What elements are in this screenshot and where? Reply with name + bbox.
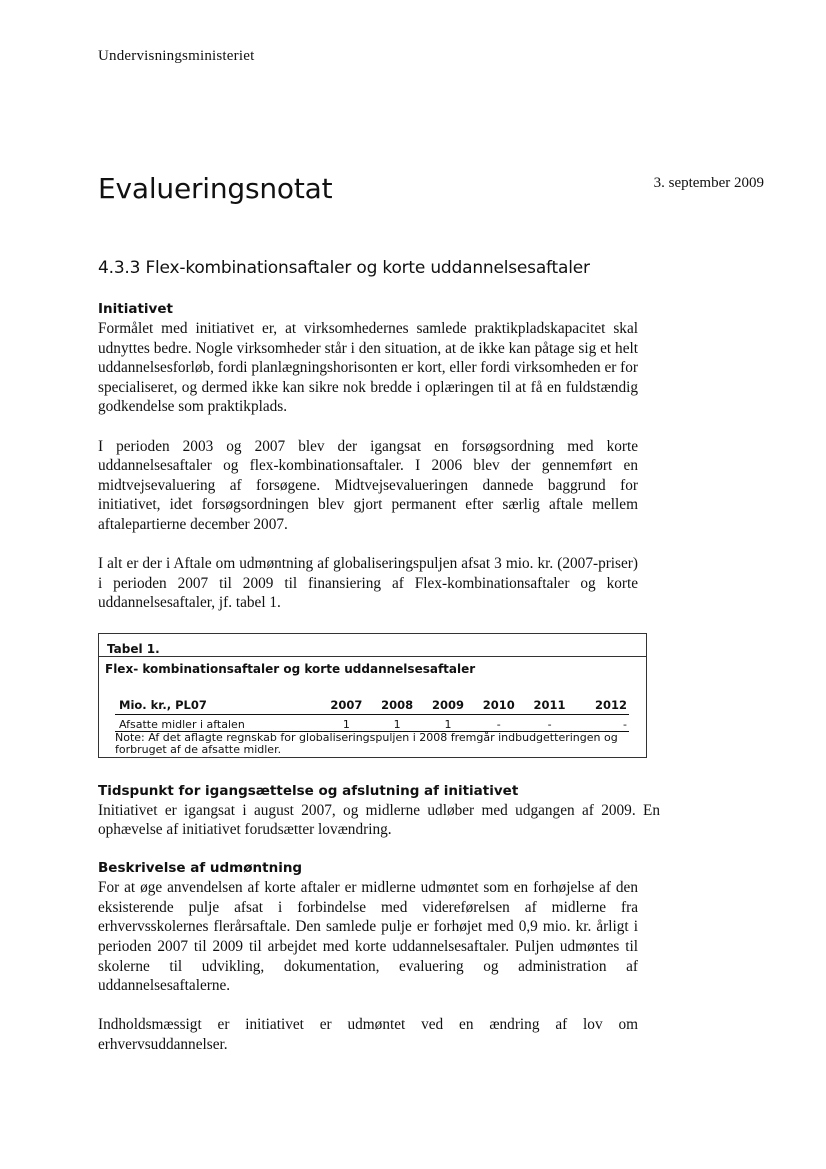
table-row bbox=[115, 714, 629, 731]
document-title: Evalueringsnotat bbox=[98, 172, 333, 205]
table-col-header: Mio. kr., PL07 bbox=[115, 698, 321, 715]
ministry-name: Undervisningsministeriet bbox=[98, 48, 255, 64]
initiativet-paragraph-2: I perioden 2003 og 2007 blev der igangsat en forsøgsordning med korte uddannelsesaftaler og flex-kombinationsaftaler. I 2006 blev der gennemført en midtvejsevaluering af forsøgene. Midtvejsevalueringen dannede baggrund for initiativet, idet forsøgsordningen blev gjort permanent efter særlig aftale mellem aftalepartierne december 2007. bbox=[98, 437, 638, 533]
tidspunkt-paragraph: Initiativet er igangsat i august 2007, og midlerne udløber med udgangen af 2009. En ophævelse af initiativet forudsætter lovændring. bbox=[98, 801, 660, 839]
beskrivelse-heading: Beskrivelse af udmøntning bbox=[98, 860, 303, 877]
initiativet-heading: Initiativet bbox=[98, 301, 173, 317]
beskrivelse-paragraph-1: For at øge anvendelsen af korte aftaler er midlerne udmøntet som en forhøjelse af den eksisterende pulje afsat i forbindelse med videreførelsen af midlerne fra erhvervsskolernes flerårsaftale. Den samlede pulje er forhøjet med 0,9 mio. kr. årligt i perioden 2007 til 2009 til arbejdet med korte uddannelsesaftaler. Puljen udmøntes til skolerne til udvikling, dokumentation, evaluering og administration af uddannelsesaftalerne. bbox=[98, 879, 638, 995]
table-grid bbox=[115, 698, 629, 732]
table-cell: 1 bbox=[372, 714, 423, 731]
table-label: Tabel 1. bbox=[99, 634, 646, 657]
beskrivelse-paragraph-2: Indholdsmæssigt er initiativet er udmøntet ved en ændring af lov om erhvervsuddannelser. bbox=[98, 1016, 638, 1054]
table-cell: - bbox=[524, 714, 575, 731]
initiativet-paragraph-1: Formålet med initiativet er, at virksomhedernes samlede praktikpladskapacitet skal udnyttes bedre. Nogle virksomheder står i den situation, at de ikke kan påtage sig et helt uddannelsesforløb, fordi planlægningshorisonten er kort, eller fordi virksomheden er for specialiseret, og dermed ikke kan sikre nok bredde i oplæringen til at få en fuldstændig godkendelse som praktikplads. bbox=[98, 320, 638, 416]
section-heading: 4.3.3 Flex-kombinationsaftaler og korte uddannelsesaftaler bbox=[98, 258, 590, 278]
table-year-header: 2011 bbox=[524, 698, 575, 715]
initiativet-paragraph-3: I alt er der i Aftale om udmøntning af globaliseringspuljen afsat 3 mio. kr. (2007-priser) i perioden 2007 til 2009 til finansiering af Flex-kombinationsaftaler og korte uddannelsesaftaler, jf. tabel 1. bbox=[98, 555, 638, 612]
tidspunkt-heading: Tidspunkt for igangsættelse og afslutning af initiativet bbox=[98, 782, 519, 799]
table-year-header: 2007 bbox=[321, 698, 372, 715]
table-cell: - bbox=[575, 714, 629, 731]
table-year-header: 2008 bbox=[372, 698, 423, 715]
table-cell: 1 bbox=[321, 714, 372, 731]
document-date: 3. september 2009 bbox=[653, 175, 764, 191]
table-cell: - bbox=[473, 714, 524, 731]
document-body bbox=[98, 258, 660, 1074]
table-cell: 1 bbox=[423, 714, 474, 731]
table-1 bbox=[98, 633, 647, 758]
table-title: Flex- kombinationsaftaler og korte uddannelsesaftaler bbox=[105, 661, 476, 676]
table-header-row bbox=[115, 698, 629, 715]
table-row-label: Afsatte midler i aftalen bbox=[115, 714, 321, 731]
table-year-header: 2009 bbox=[423, 698, 474, 715]
table-note: Note: Af det aflagte regnskab for globaliseringspuljen i 2008 fremgår indbudgetteringen og forbruget af de afsatte midler. bbox=[115, 730, 618, 756]
table-year-header: 2010 bbox=[473, 698, 524, 715]
table-year-header: 2012 bbox=[575, 698, 629, 715]
